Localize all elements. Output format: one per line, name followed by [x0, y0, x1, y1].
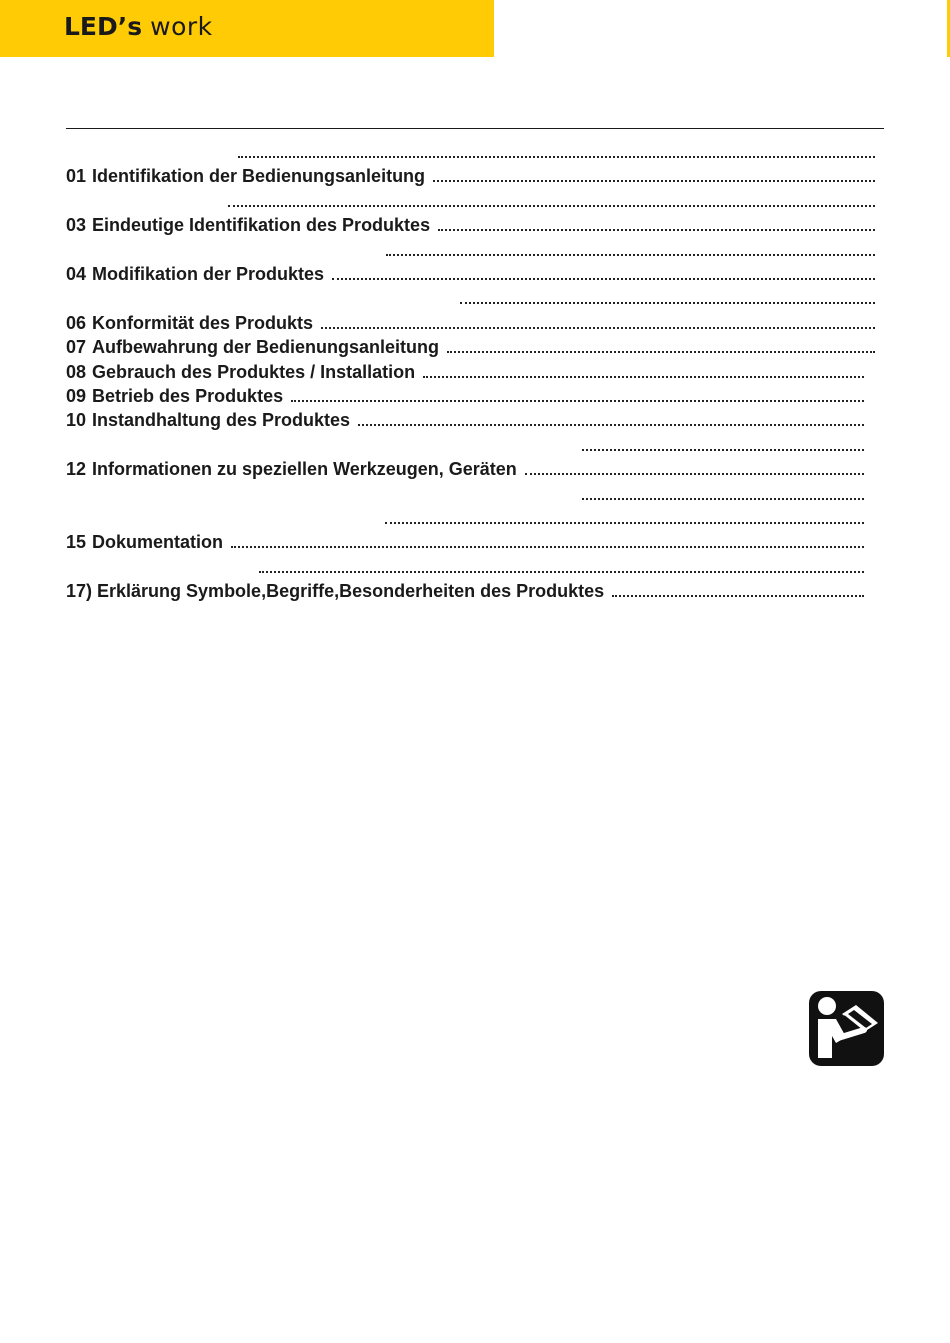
toc-entry-label — [66, 311, 313, 335]
toc-leader — [438, 229, 875, 231]
toc-leader — [423, 376, 864, 378]
toc-entry-number: 06 — [66, 312, 87, 333]
toc-entry[interactable] — [66, 482, 864, 506]
toc-entry-number: 15 — [66, 532, 87, 553]
toc-entry[interactable] — [66, 579, 864, 603]
brand-light: work — [150, 12, 213, 41]
toc-entry[interactable] — [66, 311, 875, 335]
toc-entry[interactable] — [66, 164, 875, 188]
toc-entry-number: 08 — [66, 361, 87, 382]
toc-entry[interactable] — [66, 360, 864, 384]
toc-leader — [385, 522, 864, 524]
toc-entry-label — [66, 164, 425, 188]
toc-entry[interactable] — [66, 384, 864, 408]
toc-leader — [228, 205, 875, 207]
toc-entry[interactable] — [66, 140, 875, 164]
toc-entry-number: 03 — [66, 215, 87, 236]
toc-leader — [231, 546, 864, 548]
toc-entry[interactable] — [66, 433, 864, 457]
toc-entry-label — [66, 384, 283, 408]
toc-entry-label — [66, 408, 350, 432]
toc-leader — [386, 254, 875, 256]
toc-leader — [447, 351, 875, 353]
toc-entry-title: 17) Erklärung Symbole,Begriffe,Besonderheiten des Produktes — [66, 581, 605, 602]
toc-entry-title: Dokumentation — [92, 532, 224, 553]
toc-leader — [612, 595, 864, 597]
toc-entry-title: Modifikation der Produktes — [92, 264, 325, 284]
toc-entry-title: Gebrauch des Produktes / Installation — [92, 361, 416, 382]
toc-entry-number: 07 — [66, 337, 87, 358]
toc-entry[interactable] — [66, 408, 864, 432]
toc-entry-number: 04 — [66, 264, 87, 284]
toc-entry-title: Aufbewahrung der Bedienungsanleitung — [92, 337, 440, 358]
toc-leader — [332, 278, 875, 280]
toc-entry-label — [66, 579, 604, 603]
toc-entry[interactable] — [66, 286, 875, 310]
toc-leader — [358, 424, 864, 426]
toc-entry-title: Informationen zu speziellen Werkzeugen, Geräten — [92, 459, 517, 480]
toc-entry-title: Betrieb des Produktes — [92, 386, 284, 406]
divider-rule — [66, 128, 884, 129]
toc-entry-title: Konformität des Produkts — [92, 312, 314, 333]
toc-entry[interactable] — [66, 530, 864, 554]
toc-entry[interactable] — [66, 335, 875, 359]
toc-leader — [259, 571, 864, 573]
toc-leader — [525, 473, 864, 475]
toc-entry[interactable] — [66, 555, 864, 579]
toc-entry-label — [66, 457, 517, 481]
toc-leader — [321, 327, 875, 329]
toc-leader — [291, 400, 864, 402]
toc-entry[interactable] — [66, 262, 875, 286]
toc-leader — [582, 498, 864, 500]
toc-entry-number: 10 — [66, 410, 87, 431]
toc-leader — [460, 302, 875, 304]
toc-entry-title: Instandhaltung des Produktes — [92, 410, 351, 431]
toc-entry-title: Eindeutige Identifikation des Produktes — [92, 215, 431, 236]
toc-entry-title: Identifikation der Bedienungsanleitung — [92, 166, 426, 187]
toc-entry[interactable] — [66, 213, 875, 237]
toc-entry-number: 01 — [66, 166, 87, 187]
toc-entry[interactable] — [66, 506, 864, 530]
toc-entry-label — [66, 360, 415, 384]
toc-entry-label — [66, 530, 223, 554]
read-manual-icon — [808, 990, 885, 1067]
toc-entry[interactable] — [66, 238, 875, 262]
toc-leader — [582, 449, 864, 451]
toc-entry-label — [66, 262, 324, 286]
toc-entry-number: 12 — [66, 459, 87, 480]
toc-leader — [433, 180, 875, 182]
brand-bold: LED’s — [64, 12, 143, 41]
brand-logo — [64, 12, 213, 46]
toc-entry[interactable] — [66, 457, 864, 481]
toc-entry-label — [66, 335, 439, 359]
toc-entry[interactable] — [66, 189, 875, 213]
toc-entry-number: 09 — [66, 386, 87, 406]
toc-entry-label — [66, 213, 430, 237]
toc-leader — [238, 156, 875, 158]
